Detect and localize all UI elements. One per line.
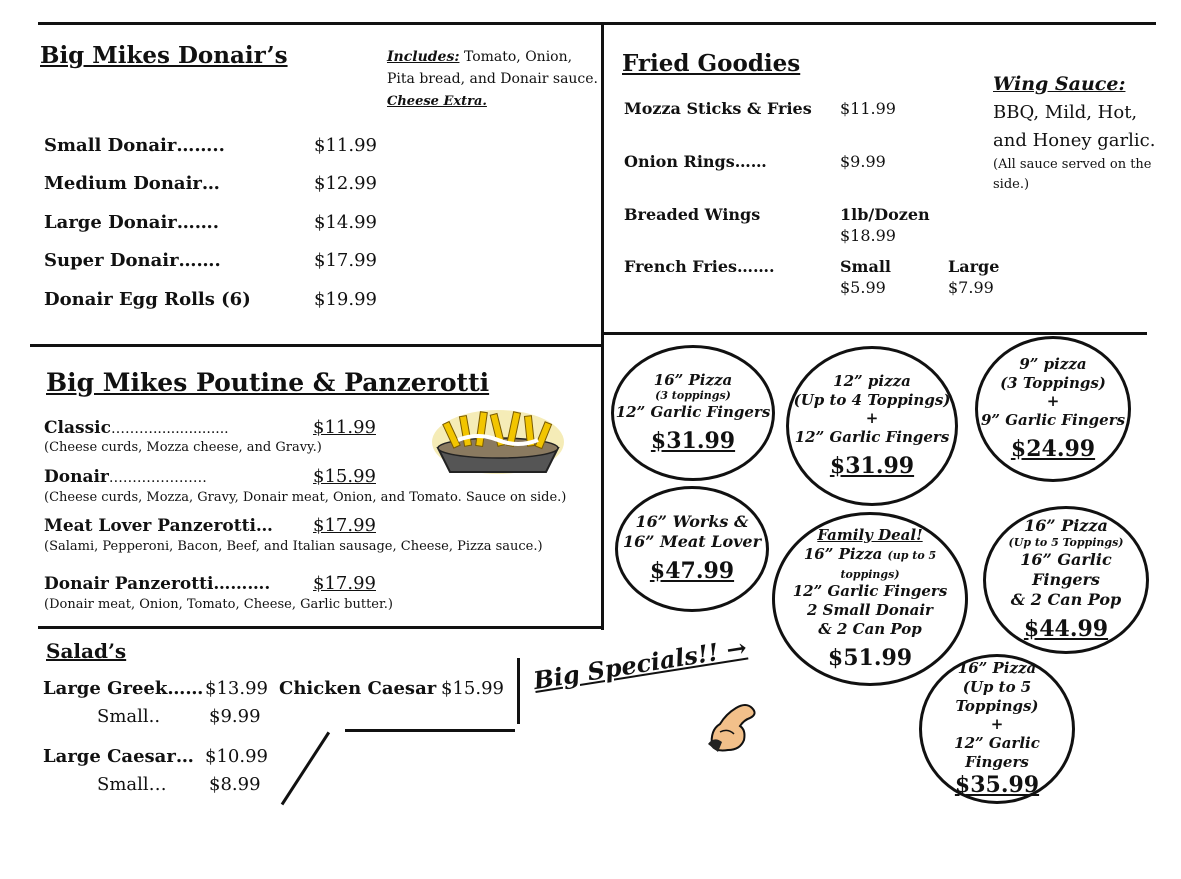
poutine-item-desc: (Cheese curds, Mozza cheese, and Gravy.) (44, 440, 322, 455)
fried-item-name: Onion Rings…… (624, 152, 767, 171)
poutine-item-price: $11.99 (313, 417, 376, 438)
special-deal-6 (983, 506, 1149, 654)
special-line: 9” Garlic Fingers (980, 411, 1126, 429)
vertical-divider (601, 24, 604, 630)
menu-item-name: Small Donair…….. (44, 135, 225, 156)
salad-slant-line (281, 732, 330, 806)
special-line: (3 Toppings) (1000, 373, 1106, 392)
donair-section-title: Big Mikes Donair’s (40, 42, 288, 69)
menu-item-name: Super Donair……. (44, 250, 221, 271)
poutine-bottom-border (38, 626, 602, 629)
special-deal-1 (611, 345, 775, 481)
special-price: $44.99 (1023, 616, 1109, 643)
special-line (775, 545, 965, 583)
wing-sauce-title: Wing Sauce: (993, 73, 1126, 95)
poutine-item-price: $17.99 (313, 573, 376, 594)
special-line: + (990, 715, 1004, 734)
wing-sauce-line2: and Honey garlic. (993, 130, 1156, 151)
salad-item-name: Small… (97, 774, 167, 795)
poutine-item-name: Donair Panzerotti………. (44, 574, 271, 594)
special-line: & 2 Can Pop (818, 619, 922, 638)
special-price: $47.99 (649, 558, 735, 585)
special-price: $24.99 (1010, 435, 1096, 462)
includes-text: Tomato, Onion, (459, 49, 573, 65)
poutine-item-name: Classic (44, 418, 111, 438)
wing-sauce-note2: side.) (993, 177, 1030, 192)
salad-item-price: $13.99 (205, 678, 268, 699)
fries-small-label: Small (840, 257, 892, 276)
salad-section-title: Salad’s (46, 639, 127, 663)
menu-item-name: Large Donair……. (44, 212, 220, 233)
poutine-item-price: $15.99 (313, 466, 376, 487)
cheese-extra-note: Cheese Extra. (387, 94, 487, 109)
special-line: 16” Pizza (957, 659, 1037, 677)
poutine-item-name: Meat Lover Panzerotti… (44, 516, 273, 536)
salad-item-name: Large Greek…… (43, 678, 204, 699)
special-line: (Up to 5 Toppings) (1008, 536, 1124, 550)
menu-item-name: Medium Donair… (44, 173, 220, 194)
includes-label: Includes: (387, 49, 460, 65)
fried-item-price: $11.99 (840, 99, 896, 118)
special-line: 9” pizza (1019, 354, 1087, 373)
special-deal-4 (615, 486, 769, 612)
special-line: 16” Meat Lover (622, 532, 762, 552)
wing-sauce-line1: BBQ, Mild, Hot, (993, 102, 1138, 123)
salad-item-name: Large Caesar… (43, 746, 194, 767)
fried-item-price: $9.99 (840, 152, 886, 171)
menu-item-name: Donair Egg Rolls (6) (44, 289, 251, 310)
special-line: + (865, 409, 879, 428)
poutine-item-classic (44, 418, 229, 438)
fried-item-name: Breaded Wings (624, 205, 761, 224)
special-deal-3 (975, 336, 1131, 482)
big-specials-label: Big Specials!! → (531, 632, 749, 695)
special-line: Family Deal! (817, 526, 923, 544)
special-line: 12” Garlic Fingers (954, 734, 1040, 771)
salad-item-price: $15.99 (441, 678, 504, 699)
top-border (38, 22, 1156, 25)
poutine-section-title: Big Mikes Poutine & Panzerotti (46, 368, 490, 397)
fried-section-title: Fried Goodies (622, 50, 801, 77)
poutine-item-name: Donair (44, 467, 109, 487)
special-line-part: (up to 5 toppings) (840, 548, 937, 581)
special-line: 12” Garlic Fingers (792, 582, 948, 601)
fried-item-size: 1lb/Dozen (840, 205, 930, 224)
special-price: $31.99 (650, 427, 736, 454)
fries-small-price: $5.99 (840, 278, 886, 297)
fries-large-label: Large (948, 257, 1000, 276)
special-line: (Up to 5 Toppings) (955, 677, 1039, 715)
special-line: 16” Pizza (1024, 516, 1108, 536)
special-line: 12” Garlic Fingers (794, 428, 950, 446)
special-line: & 2 Can Pop (1010, 590, 1122, 610)
special-line: 12” Garlic Fingers (615, 403, 771, 422)
poutine-item-desc: (Salami, Pepperoni, Bacon, Beef, and Italian sausage, Cheese, Pizza sauce.) (44, 539, 543, 554)
menu-item-price: $12.99 (314, 173, 377, 194)
special-line-part: 16” Pizza (803, 544, 888, 563)
salad-right-divider (517, 658, 520, 724)
salad-bottom-line (345, 729, 515, 732)
special-line: (3 toppings) (655, 389, 731, 403)
fried-item-name: Mozza Sticks & Fries (624, 99, 812, 118)
special-line: 2 Small Donair (807, 601, 933, 619)
poutine-image (428, 398, 568, 488)
special-deal-2 (786, 346, 958, 506)
fried-bottom-border (604, 332, 1147, 335)
poutine-item-desc: (Cheese curds, Mozza, Gravy, Donair meat, Onion, and Tomato. Sauce on side.) (44, 490, 567, 505)
poutine-item-donair (44, 467, 207, 487)
special-line: (Up to 4 Toppings) (793, 390, 951, 409)
menu-item-price: $19.99 (314, 289, 377, 310)
special-deal-7 (919, 654, 1075, 804)
special-line: 16” Garlic Fingers (1020, 550, 1112, 590)
poutine-item-dots: ………………… (108, 470, 207, 486)
special-line: 12” pizza (833, 371, 911, 390)
special-line: 16” Works & (635, 512, 749, 532)
poutine-item-price: $17.99 (313, 515, 376, 536)
special-price: $51.99 (827, 644, 913, 671)
menu-item-price: $17.99 (314, 250, 377, 271)
donair-bottom-border (30, 344, 602, 347)
donair-includes-note (387, 46, 598, 113)
fried-item-name: French Fries……. (624, 257, 775, 276)
fries-large-price: $7.99 (948, 278, 994, 297)
salad-item-price: $10.99 (205, 746, 268, 767)
flexing-arm-icon (706, 700, 762, 758)
special-price: $31.99 (829, 452, 915, 479)
salad-item-name: Small.. (97, 706, 161, 727)
special-line: + (1046, 392, 1060, 411)
special-line: 16” Pizza (653, 370, 733, 389)
salad-item-price: $9.99 (209, 706, 261, 727)
poutine-item-desc: (Donair meat, Onion, Tomato, Cheese, Garlic butter.) (44, 597, 393, 612)
salad-item-price: $8.99 (209, 774, 261, 795)
salad-item-name: Chicken Caesar (279, 678, 437, 699)
menu-item-price: $11.99 (314, 135, 377, 156)
menu-item-price: $14.99 (314, 212, 377, 233)
special-deal-family (772, 512, 968, 686)
special-price: $35.99 (954, 771, 1040, 798)
wing-sauce-note1: (All sauce served on the (993, 157, 1152, 172)
poutine-item-dots: ………................. (110, 421, 229, 437)
fried-item-price: $18.99 (840, 226, 896, 245)
includes-line2: Pita bread, and Donair sauce. (387, 71, 599, 87)
